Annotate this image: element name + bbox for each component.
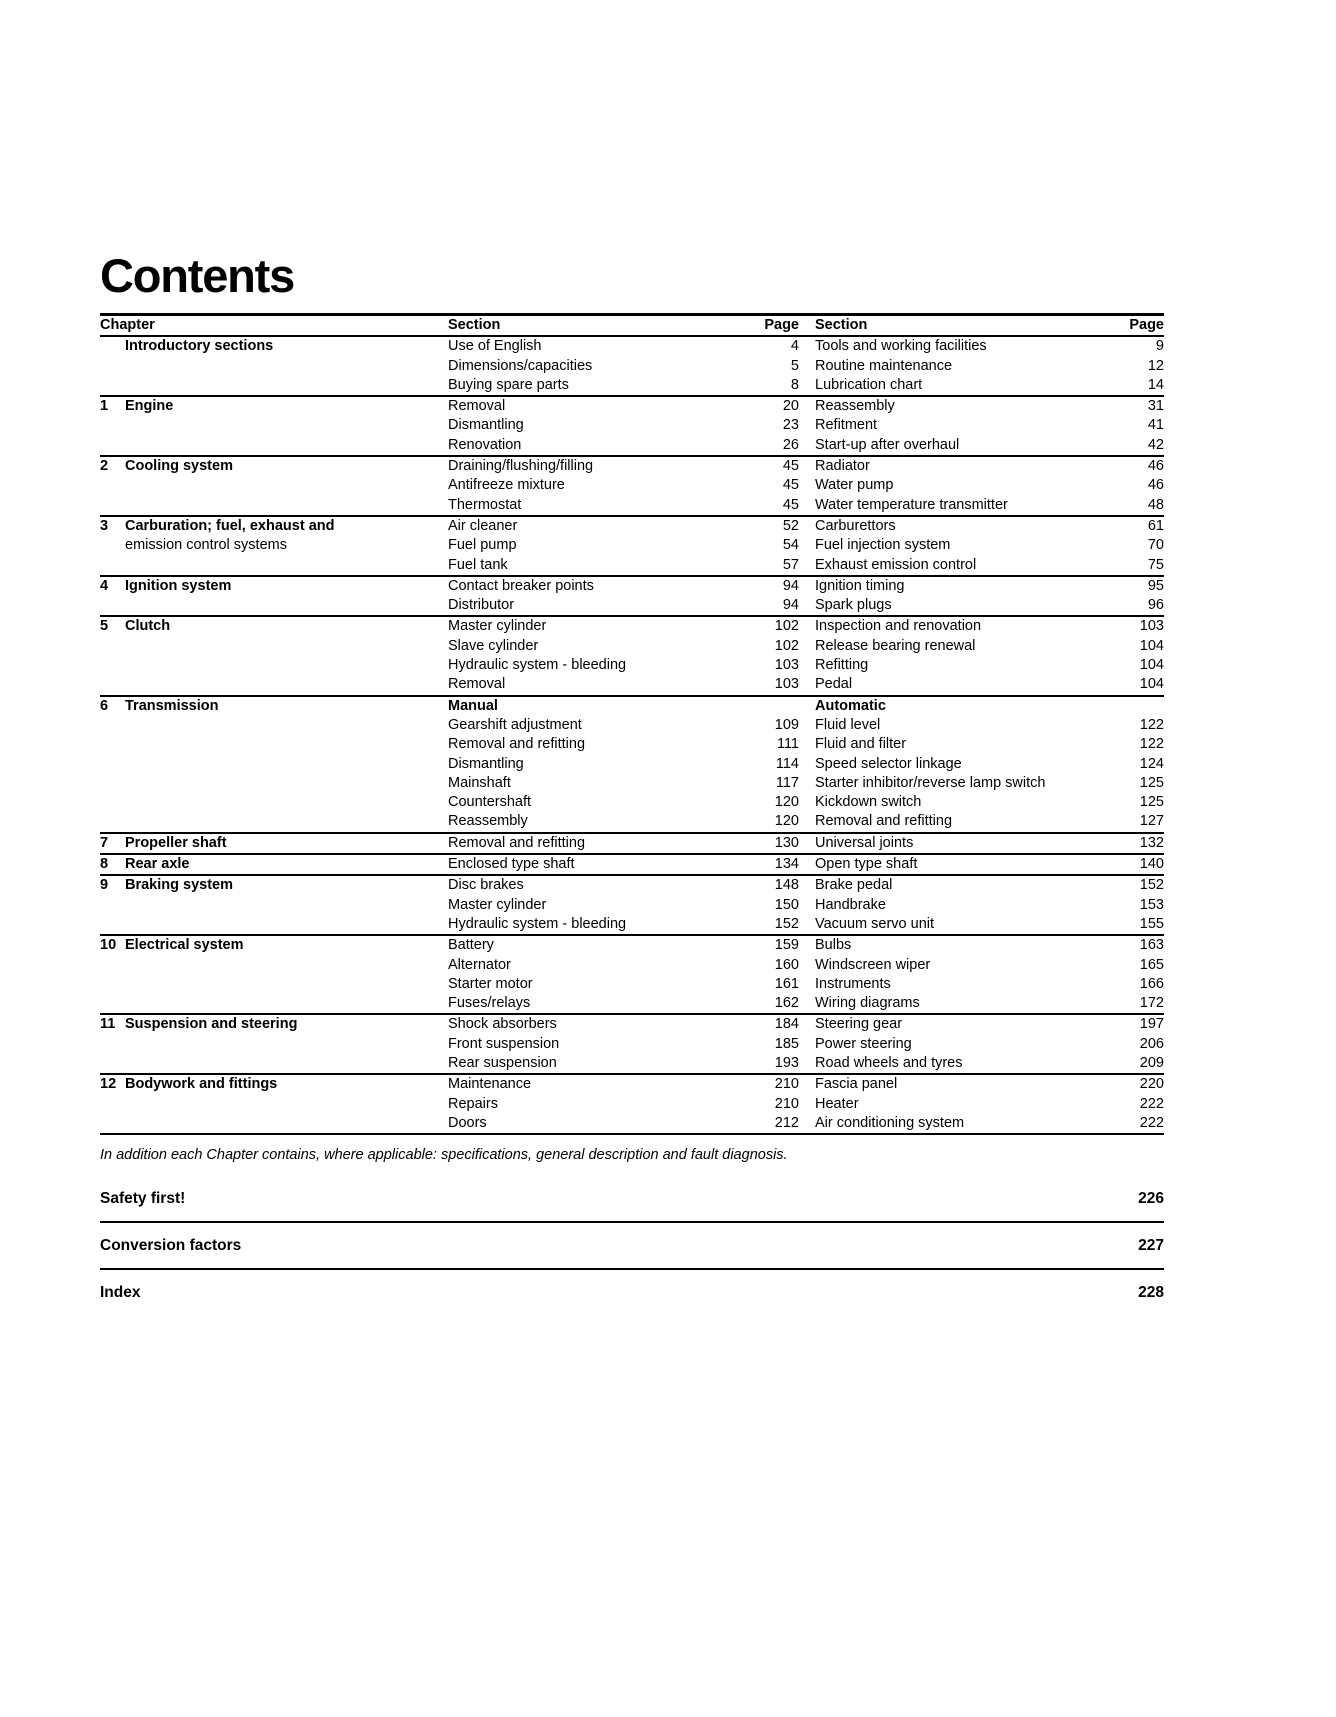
chapter-spacer: [100, 896, 448, 915]
page-right: 153: [1139, 896, 1164, 913]
page-left: [753, 697, 815, 716]
page-title: Contents: [100, 249, 295, 302]
chapter-spacer: [100, 675, 448, 695]
page-left: 210: [774, 1095, 799, 1112]
section-left: Dismantling: [448, 417, 524, 434]
page-left: 161: [774, 975, 799, 992]
table-row: [100, 376, 1164, 396]
chapter-number: 5: [100, 618, 109, 635]
chapter-spacer: [100, 755, 448, 774]
chapter-label: [100, 397, 448, 416]
table-row: [100, 876, 1164, 895]
section-right: Universal joints: [815, 834, 914, 851]
chapter-spacer: [100, 975, 448, 994]
section-left: Draining/flushing/filling: [448, 458, 594, 475]
section-right: Pedal: [815, 676, 853, 693]
page-right: 127: [1139, 813, 1164, 830]
page-right: 125: [1139, 774, 1164, 791]
chapter-name: Bodywork and fittings: [125, 1076, 278, 1093]
page-right: 104: [1139, 676, 1164, 693]
section-right: Fluid and filter: [815, 736, 907, 753]
chapter-label: [100, 855, 448, 875]
chapter-number: 4: [100, 577, 109, 594]
header-page-right: Page: [1129, 317, 1164, 333]
section-left: Removal and refitting: [448, 736, 586, 753]
section-left: Removal and refitting: [448, 834, 586, 851]
header-page-left: Page: [764, 317, 799, 333]
page-left: 160: [774, 956, 799, 973]
table-row: [100, 436, 1164, 456]
section-right: Reassembly: [815, 398, 895, 415]
section-right: Wiring diagrams: [815, 995, 920, 1012]
section-left: Gearshift adjustment: [448, 716, 582, 733]
table-row: [100, 1035, 1164, 1054]
section-right: Instruments: [815, 975, 891, 992]
page-left: 152: [774, 915, 799, 932]
chapter-spacer: [100, 496, 448, 516]
footer-label: Conversion factors: [100, 1237, 242, 1255]
chapter-spacer: [100, 1114, 448, 1133]
section-right: Kickdown switch: [815, 794, 922, 811]
chapter-spacer: [100, 956, 448, 975]
chapter-label: [100, 337, 448, 356]
section-right: Refitment: [815, 417, 878, 434]
table-row: [100, 1095, 1164, 1114]
footer-table: [100, 1176, 1164, 1315]
table-row: [100, 416, 1164, 435]
table-row: [100, 896, 1164, 915]
section-left: Disc brakes: [448, 877, 524, 894]
page-right: 104: [1139, 637, 1164, 654]
page-left: 102: [774, 637, 799, 654]
page-left: 45: [782, 477, 799, 494]
contents-note: In addition each Chapter contains, where applicable: specifications, general description and fault diagnosis.: [100, 1147, 788, 1164]
chapter-name: Ignition system: [125, 577, 232, 594]
section-left: Fuses/relays: [448, 995, 531, 1012]
section-left: Repairs: [448, 1095, 498, 1112]
chapter-label: [100, 1015, 448, 1034]
chapter-label: [100, 577, 448, 596]
page-left: 26: [782, 436, 799, 453]
section-left: Removal: [448, 398, 506, 415]
page-right: 14: [1147, 376, 1164, 393]
page-right: 222: [1139, 1095, 1164, 1112]
page-right: 165: [1139, 956, 1164, 973]
section-right: Inspection and renovation: [815, 618, 982, 635]
section-left: Starter motor: [448, 975, 533, 992]
page-left: 193: [774, 1054, 799, 1071]
page-right: 125: [1139, 794, 1164, 811]
section-left: Dimensions/capacities: [448, 357, 593, 374]
section-left: Hydraulic system - bleeding: [448, 657, 627, 674]
chapter-number: 3: [100, 517, 109, 534]
section-left: Antifreeze mixture: [448, 477, 565, 494]
footer-row: [100, 1176, 1164, 1222]
table-row: [100, 556, 1164, 576]
section-right: Tools and working facilities: [815, 338, 987, 355]
section-left: Doors: [448, 1114, 487, 1131]
chapter-spacer: [100, 476, 448, 495]
footer-row: [100, 1270, 1164, 1315]
chapter-spacer: [100, 637, 448, 656]
table-row: [100, 337, 1164, 356]
footer-label: Safety first!: [100, 1190, 186, 1208]
section-left: Countershaft: [448, 794, 532, 811]
section-right: Open type shaft: [815, 856, 918, 873]
chapter-number: 11: [100, 1016, 116, 1033]
chapter-name: Introductory sections: [125, 338, 274, 355]
page-right: 122: [1139, 736, 1164, 753]
page-left: 8: [790, 376, 799, 393]
section-left: Enclosed type shaft: [448, 856, 575, 873]
section-right: Start-up after overhaul: [815, 436, 960, 453]
section-left: Rear suspension: [448, 1054, 557, 1071]
table-row: [100, 735, 1164, 754]
chapter-label: [100, 876, 448, 895]
section-right: Road wheels and tyres: [815, 1054, 963, 1071]
table-row: [100, 577, 1164, 596]
table-row: [100, 1054, 1164, 1074]
page-left: 150: [774, 896, 799, 913]
page-right: 9: [1155, 338, 1164, 355]
section-right: Heater: [815, 1095, 859, 1112]
page-left: 212: [774, 1114, 799, 1131]
table-row: [100, 476, 1164, 495]
section-left: Shock absorbers: [448, 1016, 557, 1033]
chapter-spacer: [100, 716, 448, 735]
page-left: 45: [782, 458, 799, 475]
section-left: Alternator: [448, 956, 511, 973]
chapter-label: [100, 936, 448, 955]
table-row: [100, 536, 1164, 555]
page-right: 166: [1139, 975, 1164, 992]
page-left: 162: [774, 995, 799, 1012]
section-right: Air conditioning system: [815, 1114, 965, 1131]
table-row: [100, 755, 1164, 774]
page-left: 120: [774, 794, 799, 811]
page-right: 46: [1147, 458, 1164, 475]
section-right: Removal and refitting: [815, 813, 953, 830]
chapter-name: Suspension and steering: [125, 1016, 298, 1033]
chapter-name: Cooling system: [125, 458, 233, 475]
table-row: [100, 397, 1164, 416]
table-row: [100, 617, 1164, 636]
page-right: 222: [1139, 1114, 1164, 1131]
page-left: 134: [774, 856, 799, 873]
page-left: 103: [774, 657, 799, 674]
chapter-label: [100, 834, 448, 854]
page-right: [1102, 697, 1164, 716]
chapter-spacer: [100, 357, 448, 376]
table-row: [100, 774, 1164, 793]
table-row: [100, 1114, 1164, 1133]
table-row: [100, 457, 1164, 476]
page-right: 41: [1147, 417, 1164, 434]
section-left: Air cleaner: [448, 517, 518, 534]
section-right: Refitting: [815, 657, 869, 674]
chapter-spacer: [100, 1035, 448, 1054]
page-left: 159: [774, 937, 799, 954]
page-right: 104: [1139, 657, 1164, 674]
page-right: 132: [1139, 834, 1164, 851]
section-left: Master cylinder: [448, 618, 547, 635]
chapter-label: [100, 457, 448, 476]
page-right: 206: [1139, 1035, 1164, 1052]
page-left: 130: [774, 834, 799, 851]
page-left: 102: [774, 618, 799, 635]
table-row: [100, 675, 1164, 695]
table-row: [100, 637, 1164, 656]
chapter-number: 2: [100, 458, 109, 475]
chapter-number-spacer: [100, 536, 125, 555]
page-right: 220: [1139, 1076, 1164, 1093]
chapter-label: [100, 517, 448, 536]
section-right: Lubrication chart: [815, 376, 923, 393]
table-row: [100, 517, 1164, 536]
section-left: Distributor: [448, 597, 515, 614]
section-right: Power steering: [815, 1035, 912, 1052]
page-left: 103: [774, 676, 799, 693]
footer-row: [100, 1223, 1164, 1269]
header-section-left: Section: [448, 317, 501, 333]
chapter-spacer: [100, 793, 448, 812]
chapter-spacer: [100, 1095, 448, 1114]
section-right: Exhaust emission control: [815, 556, 977, 573]
table-row: [100, 1015, 1164, 1034]
contents-table: [100, 316, 1164, 1133]
page-right: 163: [1139, 937, 1164, 954]
section-right: Windscreen wiper: [815, 956, 931, 973]
chapter-name: Electrical system: [125, 937, 244, 954]
section-left: Dismantling: [448, 755, 524, 772]
page-right: 95: [1147, 577, 1164, 594]
page-left: 54: [782, 537, 799, 554]
footer-page: 226: [1138, 1190, 1164, 1208]
chapter-number: 7: [100, 834, 109, 851]
section-right: Carburettors: [815, 517, 896, 534]
page-left: 23: [782, 417, 799, 434]
page-left: 5: [790, 357, 799, 374]
page-left: 57: [782, 556, 799, 573]
page-left: 94: [782, 597, 799, 614]
section-right: Handbrake: [815, 896, 886, 913]
footer-label: Index: [100, 1284, 141, 1302]
table-row: [100, 956, 1164, 975]
chapter-spacer: [100, 416, 448, 435]
page-left: 117: [775, 774, 799, 791]
section-left: Battery: [448, 937, 494, 954]
table-row: [100, 812, 1164, 832]
table-row: [100, 975, 1164, 994]
chapter-name: Rear axle: [125, 856, 190, 873]
chapter-spacer: [100, 596, 448, 616]
section-right: Water temperature transmitter: [815, 496, 1008, 513]
page-right: 31: [1147, 398, 1164, 415]
table-row: [100, 596, 1164, 616]
page-right: 124: [1139, 755, 1164, 772]
section-left: Fuel pump: [448, 537, 517, 554]
page-right: 140: [1139, 856, 1164, 873]
page-right: 103: [1139, 618, 1164, 635]
table-row: [100, 357, 1164, 376]
page-right: 96: [1147, 597, 1164, 614]
section-right: Release bearing renewal: [815, 637, 976, 654]
chapter-name: Transmission: [125, 697, 219, 714]
table-header-row: [100, 316, 1164, 336]
table-row: [100, 1075, 1164, 1094]
section-right: Bulbs: [815, 937, 852, 954]
section-left: Thermostat: [448, 496, 522, 513]
section-right: Ignition timing: [815, 577, 905, 594]
page-left: 4: [790, 338, 799, 355]
chapter-number: 1: [100, 398, 109, 415]
chapter-number: 8: [100, 856, 109, 873]
page-left: 109: [774, 716, 799, 733]
section-left: Manual: [448, 697, 498, 714]
section-right: Automatic: [815, 697, 886, 714]
page-left: 45: [782, 496, 799, 513]
page-left: 111: [776, 736, 799, 753]
page-right: 172: [1139, 995, 1164, 1012]
section-right: Starter inhibitor/reverse lamp switch: [815, 774, 1046, 791]
page-right: 152: [1139, 877, 1164, 894]
table-row: [100, 936, 1164, 955]
section-left: Renovation: [448, 436, 522, 453]
table-row: [100, 915, 1164, 935]
page-right: 197: [1139, 1016, 1164, 1033]
footer-page: 227: [1138, 1237, 1164, 1255]
page-right: 75: [1147, 556, 1164, 573]
chapter-spacer: [100, 1054, 448, 1074]
chapter-spacer: [100, 774, 448, 793]
section-right: Spark plugs: [815, 597, 892, 614]
page-left: 94: [782, 577, 799, 594]
section-left: Fuel tank: [448, 556, 508, 573]
table-row: [100, 716, 1164, 735]
chapter-label: [100, 617, 448, 636]
section-left: Use of English: [448, 338, 542, 355]
section-right: Vacuum servo unit: [815, 915, 935, 932]
chapter-name: Braking system: [125, 877, 233, 894]
chapter-spacer: [100, 812, 448, 832]
section-left: Reassembly: [448, 813, 528, 830]
page-right: 61: [1147, 517, 1164, 534]
page-left: 184: [774, 1016, 799, 1033]
chapter-label: [100, 1075, 448, 1094]
table-row: [100, 793, 1164, 812]
chapter-spacer: [100, 656, 448, 675]
chapter-number: 12: [100, 1076, 117, 1093]
chapter-spacer: [100, 994, 448, 1014]
page-right: 48: [1147, 496, 1164, 513]
header-chapter: Chapter: [100, 317, 155, 333]
page-right: 122: [1139, 716, 1164, 733]
table-row: [100, 656, 1164, 675]
table-row: [100, 834, 1164, 854]
chapter-spacer: [100, 376, 448, 396]
section-right: Brake pedal: [815, 877, 893, 894]
section-right: Speed selector linkage: [815, 755, 962, 772]
section-right: Routine maintenance: [815, 357, 953, 374]
chapter-name: Propeller shaft: [125, 834, 227, 851]
chapter-number: 6: [100, 697, 109, 714]
chapter-label: [100, 697, 448, 716]
section-right: Fluid level: [815, 716, 881, 733]
page-right: 70: [1147, 537, 1164, 554]
table-row: [100, 697, 1164, 716]
page-left: 52: [782, 517, 799, 534]
section-left: Slave cylinder: [448, 637, 539, 654]
page-left: 148: [774, 877, 799, 894]
section-right: Radiator: [815, 458, 870, 475]
header-section-right: Section: [815, 317, 868, 333]
table-row: [100, 496, 1164, 516]
section-right: Steering gear: [815, 1016, 903, 1033]
page-right: 209: [1139, 1054, 1164, 1071]
page-right: 155: [1139, 915, 1164, 932]
chapter-name: Clutch: [125, 618, 171, 635]
chapter-spacer: [100, 735, 448, 754]
section-left: Buying spare parts: [448, 376, 569, 393]
table-row: [100, 994, 1164, 1014]
page-left: 20: [782, 398, 799, 415]
page-left: 210: [774, 1076, 799, 1093]
page-right: 42: [1147, 436, 1164, 453]
chapter-spacer: [100, 915, 448, 935]
chapter-number: 9: [100, 877, 109, 894]
section-left: Removal: [448, 676, 506, 693]
contents-body: [100, 249, 1164, 1315]
chapter-name-continued: emission control systems: [125, 537, 287, 554]
page-left: 120: [774, 813, 799, 830]
chapter-number: 10: [100, 937, 117, 954]
section-left: Master cylinder: [448, 896, 547, 913]
page-left: 114: [775, 755, 799, 772]
section-left: Hydraulic system - bleeding: [448, 915, 627, 932]
section-left: Mainshaft: [448, 774, 511, 791]
section-left: Contact breaker points: [448, 577, 594, 594]
page-right: 12: [1147, 357, 1164, 374]
section-left: Maintenance: [448, 1076, 532, 1093]
table-row: [100, 855, 1164, 875]
chapter-spacer: [100, 436, 448, 456]
footer-page: 228: [1138, 1284, 1164, 1302]
section-right: Fuel injection system: [815, 537, 951, 554]
section-right: Water pump: [815, 477, 894, 494]
chapter-name: Engine: [125, 398, 174, 415]
chapter-name: Carburation; fuel, exhaust and: [125, 517, 335, 534]
chapter-spacer: [100, 556, 448, 576]
section-left: Front suspension: [448, 1035, 560, 1052]
page-left: 185: [774, 1035, 799, 1052]
page-right: 46: [1147, 477, 1164, 494]
chapter-label-line2: [100, 536, 448, 555]
section-right: Fascia panel: [815, 1076, 898, 1093]
